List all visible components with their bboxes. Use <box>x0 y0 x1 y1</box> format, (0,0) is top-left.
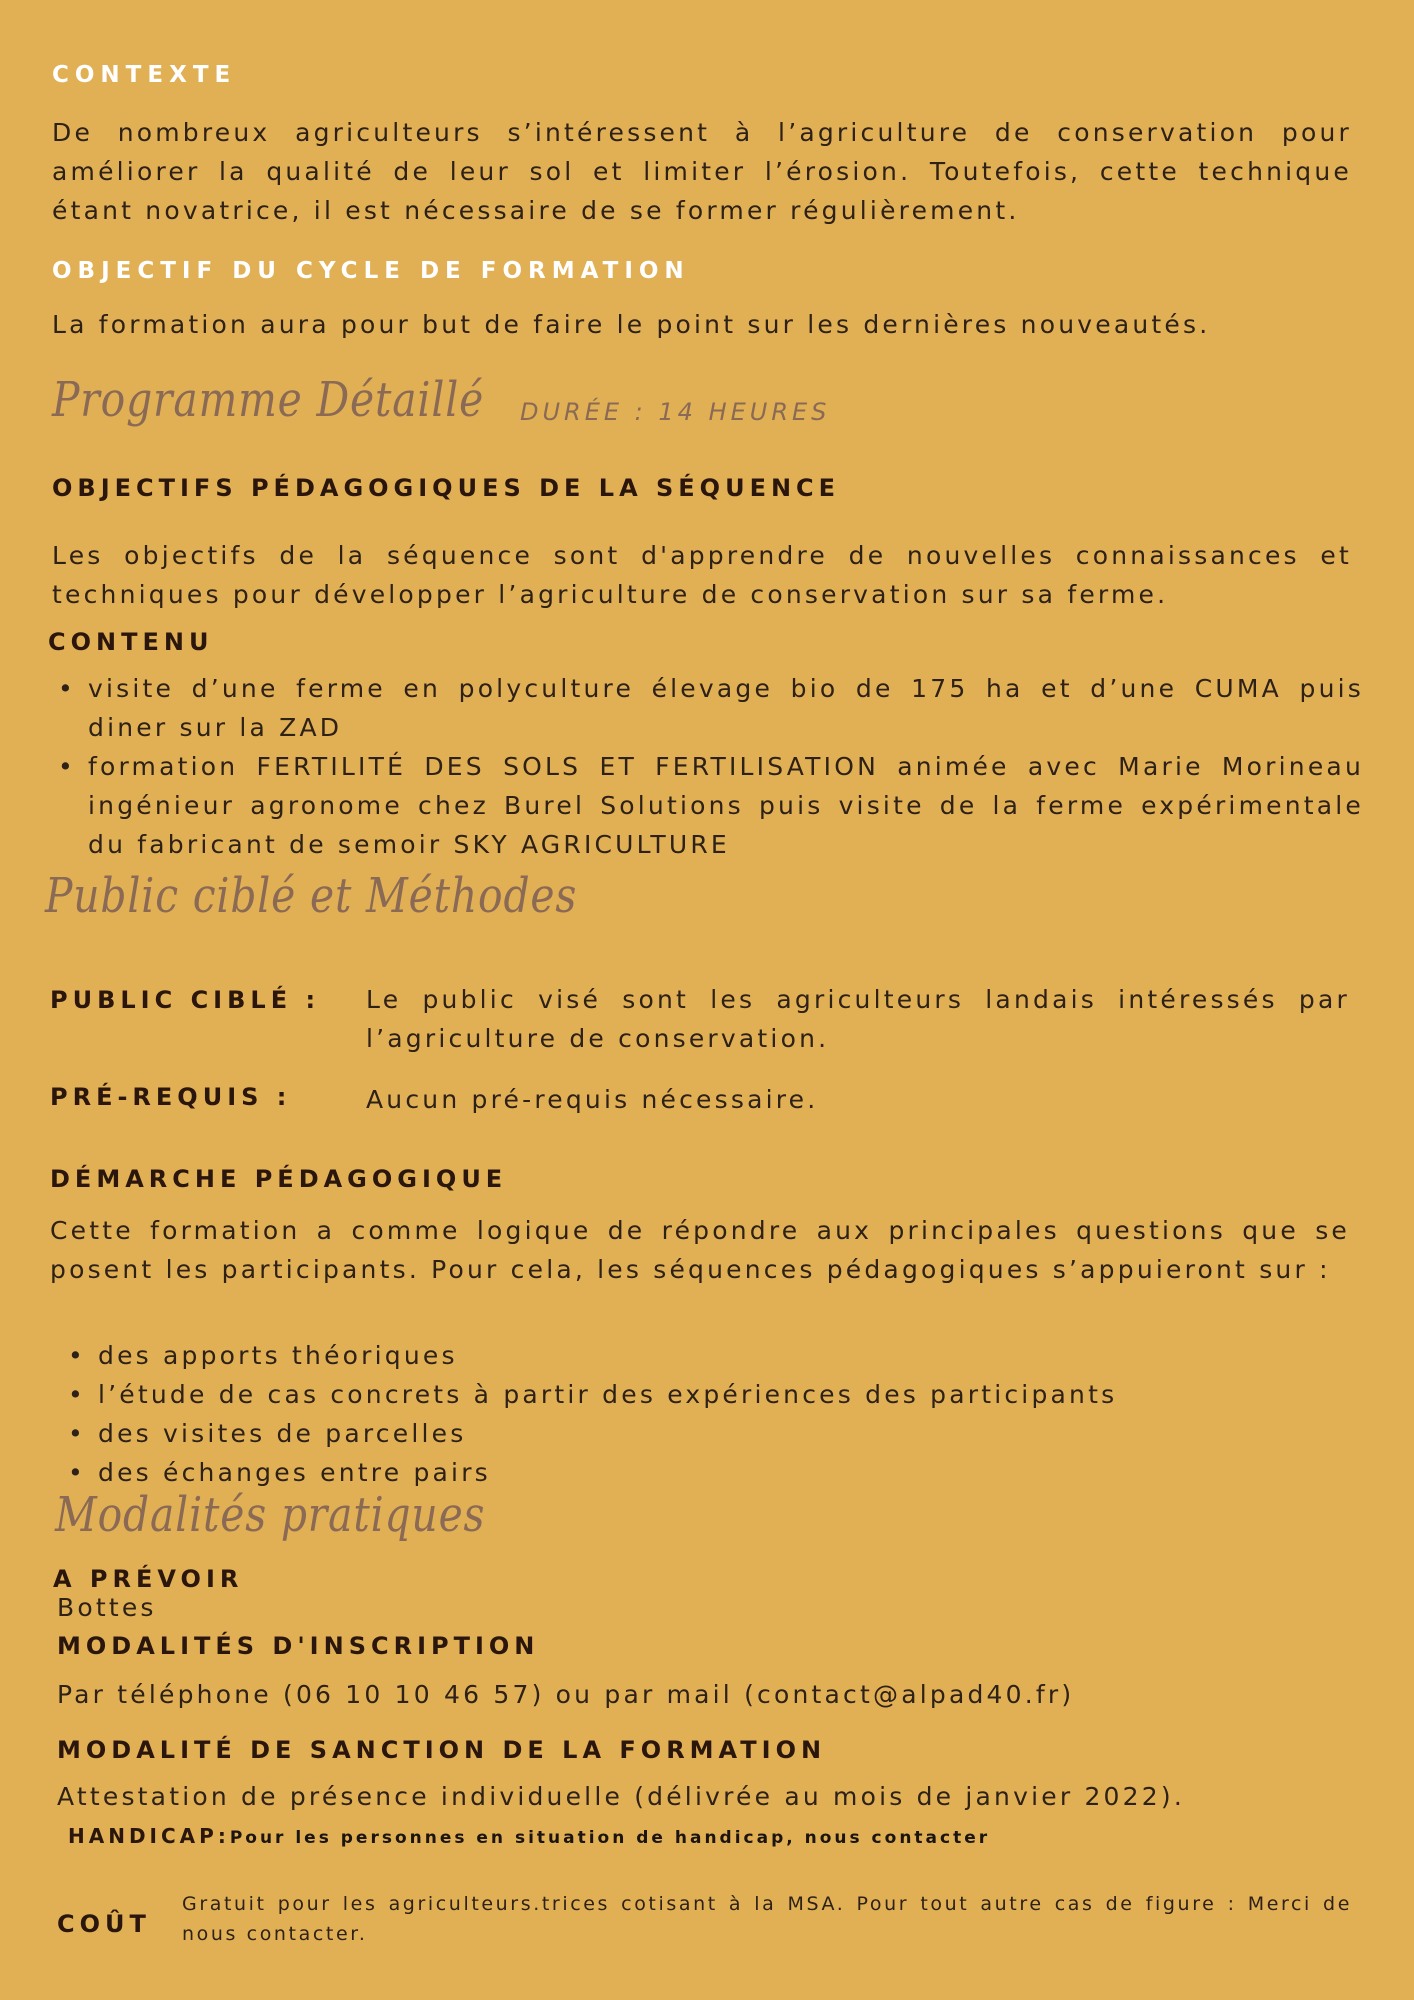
list-item: • visite d’une ferme en polyculture élevage bio de 175 ha et d’une CUMA puis diner sur la ZAD <box>52 669 1364 747</box>
demarche-text: Cette formation a comme logique de répondre aux principales questions que se posent les participants. Pour cela, les séquences pédagogiques s’appuieront sur : <box>50 1216 1350 1284</box>
objectifs-peda-heading: OBJECTIFS PÉDAGOGIQUES DE LA SÉQUENCE <box>52 474 841 502</box>
public-section-title: Public ciblé et Méthodes <box>45 868 578 924</box>
modalites-title: Modalités pratiques <box>55 1487 486 1543</box>
handicap-line <box>68 1824 990 1848</box>
objectif-heading: OBJECTIF DU CYCLE DE FORMATION <box>52 258 690 284</box>
contenu-list <box>52 669 1364 864</box>
cout-text: Gratuit pour les agriculteurs.trices cotisant à la MSA. Pour tout autre cas de figure : Merci de nous contacter. <box>182 1893 1352 1945</box>
inscription-text: Par téléphone (06 10 10 46 57) ou par mail (contact@alpad40.fr) <box>57 1680 1075 1709</box>
inscription-label: MODALITÉS D'INSCRIPTION <box>57 1632 540 1660</box>
programme-title: Programme Détaillé <box>52 372 485 428</box>
objectifs-peda-text: Les objectifs de la séquence sont d'apprendre de nouvelles connaissances et techniques pour développer l’agriculture de conservation sur sa ferme. <box>52 541 1352 609</box>
list-item: • l’étude de cas concrets à partir des expériences des participants <box>62 1375 1352 1414</box>
objectif-text: La formation aura pour but de faire le point sur les dernières nouveautés. <box>52 310 1211 339</box>
prevoir-text: Bottes <box>57 1593 157 1622</box>
list-item: • des échanges entre pairs <box>62 1453 1352 1492</box>
prereq-text: Aucun pré-requis nécessaire. <box>366 1085 819 1114</box>
public-text: Le public visé sont les agriculteurs landais intéressés par l’agriculture de conservation. <box>366 985 1350 1053</box>
public-label: PUBLIC CIBLÉ : <box>50 986 321 1014</box>
contenu-heading: CONTENU <box>48 628 214 656</box>
programme-duree: DURÉE : 14 HEURES <box>520 398 831 426</box>
list-item: • des apports théoriques <box>62 1336 1352 1375</box>
sanction-text: Attestation de présence individuelle (délivrée au mois de janvier 2022). <box>57 1782 1185 1811</box>
contexte-text: De nombreux agriculteurs s’intéressent à l’agriculture de conservation pour améliorer la qualité de leur sol et limiter l’érosion. Toutefois, cette technique étant novatrice, il est nécessaire de se former régulièrement. <box>52 118 1352 225</box>
contexte-heading: CONTEXTE <box>52 62 237 88</box>
handicap-text: Pour les personnes en situation de handicap, nous contacter <box>229 1828 991 1848</box>
sanction-label: MODALITÉ DE SANCTION DE LA FORMATION <box>57 1736 827 1764</box>
cout-label: COÛT <box>57 1910 151 1938</box>
handicap-label: HANDICAP: <box>68 1824 230 1848</box>
demarche-heading: DÉMARCHE PÉDAGOGIQUE <box>50 1165 508 1193</box>
demarche-list <box>62 1336 1352 1492</box>
list-item: • formation FERTILITÉ DES SOLS ET FERTILISATION animée avec Marie Morineau ingénieur agronome chez Burel Solutions puis visite de la ferme expérimentale du fabricant de semoir SKY AGRICULTURE <box>52 747 1364 864</box>
prevoir-label: A PRÉVOIR <box>53 1565 244 1593</box>
list-item: • des visites de parcelles <box>62 1414 1352 1453</box>
prereq-label: PRÉ-REQUIS : <box>50 1083 292 1111</box>
